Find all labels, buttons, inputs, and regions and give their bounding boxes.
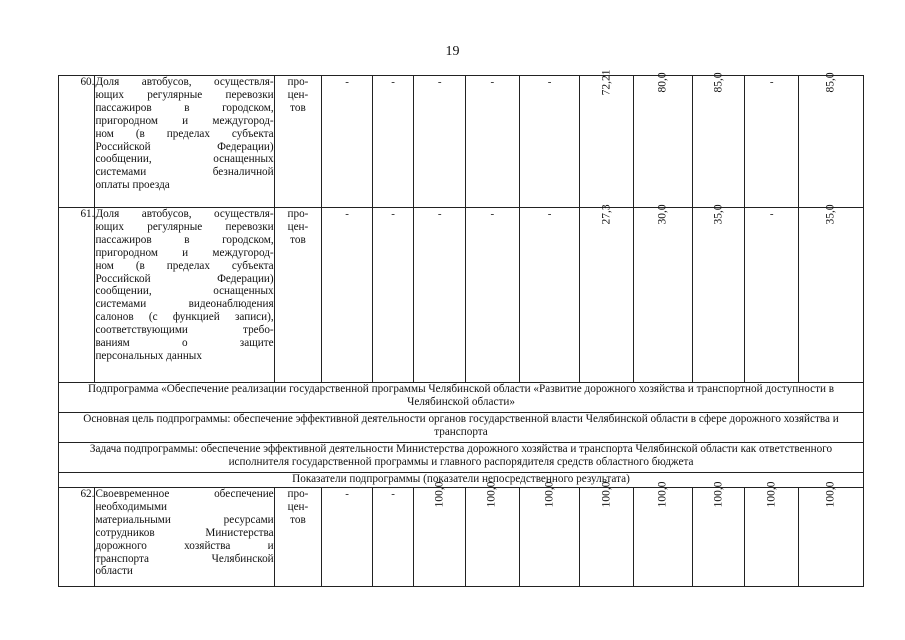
text-line: сообщении, оснащенных bbox=[95, 153, 274, 166]
table-row bbox=[59, 488, 864, 587]
page-number: 19 bbox=[445, 44, 460, 59]
text-line: цен- bbox=[287, 500, 309, 513]
value-cell: 85,0 bbox=[692, 76, 745, 208]
goal-row bbox=[59, 413, 864, 443]
text-line: транспорта Челябинской bbox=[95, 552, 274, 565]
text-line: ном (в пределах субъекта bbox=[95, 127, 274, 140]
value-cell: - bbox=[519, 208, 580, 383]
text-line: ном (в пределах субъекта bbox=[95, 259, 274, 272]
text-line: Российской Федерации) bbox=[95, 272, 274, 285]
value-cell: - bbox=[745, 208, 799, 383]
text-line: цен- bbox=[287, 88, 309, 101]
indicators-row bbox=[59, 473, 864, 488]
text-line: тов bbox=[290, 513, 306, 526]
text-line: ющих регулярные перевозки bbox=[95, 220, 274, 233]
text-line: про- bbox=[287, 488, 309, 500]
text-line: Своевременное обеспечение bbox=[95, 488, 274, 500]
text-line: системами видеонаблюдения bbox=[95, 298, 274, 311]
value-cell: 100,0 bbox=[799, 488, 864, 587]
text-line: необходимыми bbox=[95, 500, 168, 513]
value-cell: 72,21 bbox=[580, 76, 634, 208]
row-number: 62. bbox=[59, 488, 95, 587]
text-line: соответствующими требо- bbox=[95, 324, 274, 337]
text-line: пассажиров в городском, bbox=[95, 233, 274, 246]
indicator-name bbox=[95, 76, 274, 208]
value-cell: 100,0 bbox=[692, 488, 745, 587]
text-line: области bbox=[95, 565, 133, 578]
subprogram-task: Задача подпрограммы: обеспечение эффективной деятельности Министерства дорожного хозяйства и транспорта Челябинской области как ответственного исполнителя государственной программы и главного распорядителя средств областного бюджета bbox=[59, 443, 864, 473]
value-cell: 35,0 bbox=[799, 208, 864, 383]
value-cell: 30,0 bbox=[634, 208, 693, 383]
subprogram-row bbox=[59, 383, 864, 413]
indicator-name bbox=[95, 208, 274, 383]
text-line: ваниям о защите bbox=[95, 337, 274, 350]
value-cell: - bbox=[466, 208, 520, 383]
value-cell: - bbox=[414, 76, 466, 208]
value-cell: - bbox=[519, 76, 580, 208]
value-cell: 27,3 bbox=[580, 208, 634, 383]
text-line: цен- bbox=[287, 220, 309, 233]
text-line: тов bbox=[290, 101, 306, 114]
value-cell: 85,0 bbox=[799, 76, 864, 208]
indicators-heading: Показатели подпрограммы (показатели непосредственного результата) bbox=[59, 473, 864, 488]
text-line: тов bbox=[290, 233, 306, 246]
text-line: Российской Федерации) bbox=[95, 140, 274, 153]
value-cell: 100,0 bbox=[414, 488, 466, 587]
text-line: системами безналичной bbox=[95, 166, 274, 179]
value-cell: 35,0 bbox=[692, 208, 745, 383]
value-cell: - bbox=[745, 76, 799, 208]
text-line: Доля автобусов, осуществля- bbox=[95, 208, 274, 220]
value-cell: - bbox=[414, 208, 466, 383]
text-line: дорожного хозяйства и bbox=[95, 539, 274, 552]
text-line: сообщении, оснащенных bbox=[95, 285, 274, 298]
value-cell: 100,0 bbox=[580, 488, 634, 587]
text-line: Доля автобусов, осуществля- bbox=[95, 76, 274, 88]
text-line: про- bbox=[287, 208, 309, 220]
value-cell: - bbox=[322, 488, 373, 587]
value-cell: 100,0 bbox=[519, 488, 580, 587]
value-cell: - bbox=[466, 76, 520, 208]
value-cell: 100,0 bbox=[466, 488, 520, 587]
unit-cell bbox=[274, 488, 322, 587]
task-row bbox=[59, 443, 864, 473]
value-cell: 100,0 bbox=[745, 488, 799, 587]
text-line: сотрудников Министерства bbox=[95, 526, 274, 539]
text-line: про- bbox=[287, 76, 309, 88]
value-cell: 100,0 bbox=[634, 488, 693, 587]
value-cell: - bbox=[372, 488, 414, 587]
value-cell: - bbox=[322, 208, 373, 383]
text-line: пригородном и междугород- bbox=[95, 114, 274, 127]
value-cell: - bbox=[372, 208, 414, 383]
row-number: 61. bbox=[59, 208, 95, 383]
indicator-name bbox=[95, 488, 274, 587]
unit-cell bbox=[274, 76, 322, 208]
text-line: персональных данных bbox=[95, 349, 202, 362]
value-cell: - bbox=[372, 76, 414, 208]
subprogram-heading: Подпрограмма «Обеспечение реализации государственной программы Челябинской области «Развитие дорожного хозяйства и транспортной доступности в Челябинской области» bbox=[59, 383, 864, 413]
text-line: материальными ресурсами bbox=[95, 513, 274, 526]
subprogram-goal: Основная цель подпрограммы: обеспечение эффективной деятельности органов государственной власти Челябинской области в сфере дорожного хозяйства и транспорта bbox=[59, 413, 864, 443]
text-line: ющих регулярные перевозки bbox=[95, 88, 274, 101]
table-row bbox=[59, 76, 864, 208]
text-line: пассажиров в городском, bbox=[95, 101, 274, 114]
table-row bbox=[59, 208, 864, 383]
text-line: пригородном и междугород- bbox=[95, 246, 274, 259]
unit-cell bbox=[274, 208, 322, 383]
row-number: 60. bbox=[59, 76, 95, 208]
text-line: салонов (с функцией записи), bbox=[95, 311, 274, 324]
indicator-table bbox=[58, 69, 864, 587]
text-line: оплаты проезда bbox=[95, 179, 170, 192]
value-cell: - bbox=[322, 76, 373, 208]
value-cell: 80,0 bbox=[634, 76, 693, 208]
